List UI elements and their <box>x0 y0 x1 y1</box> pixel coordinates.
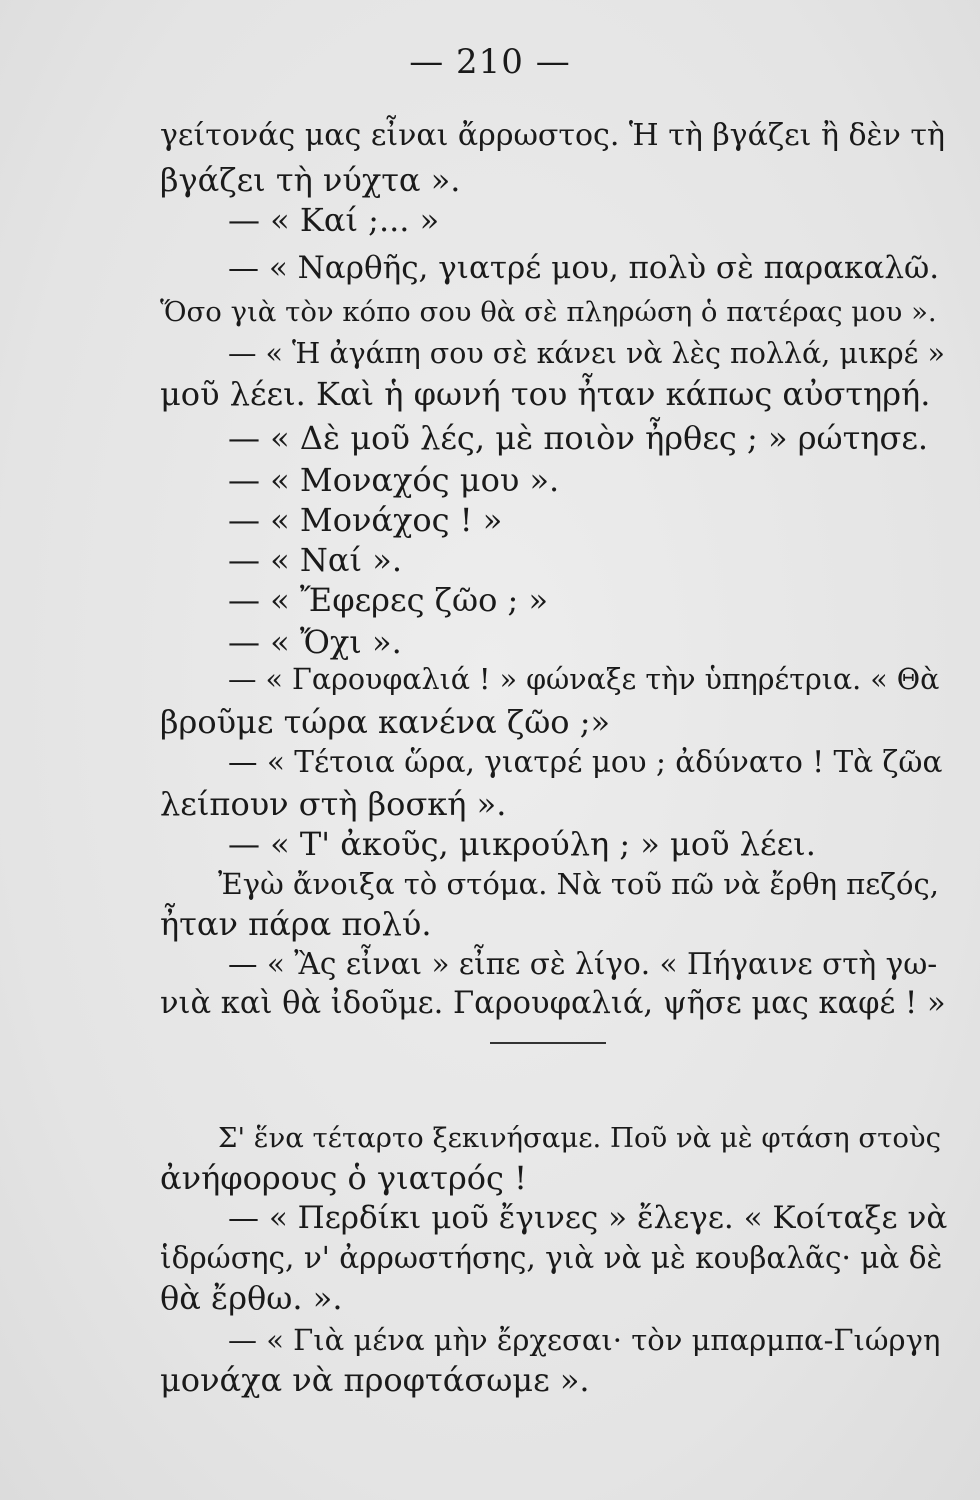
text-line-13: — « Ὄχι ». <box>228 623 402 661</box>
text-line-18: — « Τ' ἀκοῦς, μικρούλη ; » μοῦ λέει. <box>228 825 816 863</box>
text-line-29: μονάχα νὰ προφτάσωμε ». <box>160 1361 590 1399</box>
text-line-25: — « Περδίκι μοῦ ἔγινες » ἔλεγε. « Κοίταξε νὰ <box>228 1200 948 1236</box>
text-line-16: — « Τέτοια ὥρα, γιατρέ μου ; ἀδύνατο ! Τὰ ζῶα <box>228 745 943 779</box>
text-line-21: — « Ἂς εἶναι » εἶπε σὲ λίγο. « Πήγαινε στὴ γω- <box>228 947 938 981</box>
text-line-9: — « Μοναχός μου ». <box>228 461 560 499</box>
text-line-8: — « Δὲ μοῦ λές, μὲ ποιὸν ἦρθες ; » ρώτησε. <box>228 419 929 457</box>
text-line-15: βροῦμε τώρα κανένα ζῶο ;» <box>160 703 611 741</box>
text-line-23: Σ' ἕνα τέταρτο ξεκινήσαμε. Ποῦ νὰ μὲ φτάση στοὺς <box>218 1122 942 1154</box>
text-line-12: — « Ἔφερες ζῶο ; » <box>228 581 549 619</box>
page-number: — 210 — <box>409 42 571 82</box>
text-line-28: — « Γιὰ μένα μὴν ἔρχεσαι· τὸν μπαρμπα-Γιώργη <box>228 1323 941 1357</box>
section-divider <box>490 1042 606 1044</box>
text-line-26: ἱδρώσης, ν' ἀρρωστήσης, γιὰ νὰ μὲ κουβαλᾶς· μὰ δὲ <box>160 1241 943 1275</box>
text-line-1: γείτονάς μας εἶναι ἄρρωστος. Ἡ τὴ βγάζει ἢ δὲν τὴ <box>160 118 945 153</box>
text-line-17: λείπουν στὴ βοσκή ». <box>160 785 507 823</box>
text-line-14: — « Γαρουφαλιά ! » φώναξε τὴν ὑπηρέτρια. « Θὰ <box>228 663 940 696</box>
text-line-5: Ὅσο γιὰ τὸν κόπο σου θὰ σὲ πληρώση ὁ πατέρας μου ». <box>160 296 937 328</box>
text-line-27: θὰ ἔρθω. ». <box>160 1279 343 1317</box>
text-line-11: — « Ναί ». <box>228 541 402 579</box>
text-line-22: νιὰ καὶ θὰ ἰδοῦμε. Γαρουφαλιά, ψῆσε μας καφέ ! » <box>160 986 946 1021</box>
text-line-10: — « Μονάχος ! » <box>228 501 503 539</box>
text-line-19: Ἐγὼ ἄνοιξα τὸ στόμα. Νὰ τοῦ πῶ νὰ ἔρθη πεζός, <box>218 867 939 901</box>
text-line-6: — « Ἡ ἀγάπη σου σὲ κάνει νὰ λὲς πολλά, μικρέ » <box>228 337 945 370</box>
text-line-7: μοῦ λέει. Καὶ ἡ φωνή του ἦταν κάπως αὐστηρή. <box>160 375 931 413</box>
text-line-20: ἦταν πάρα πολύ. <box>160 905 432 943</box>
text-line-24: ἀνήφορους ὁ γιατρός ! <box>160 1159 527 1197</box>
text-line-4: — « Ναρθῆς, γιατρέ μου, πολὺ σὲ παρακαλῶ. <box>228 250 940 286</box>
text-line-2: βγάζει τὴ νύχτα ». <box>160 161 461 199</box>
text-line-3: — « Καί ;... » <box>228 201 440 239</box>
